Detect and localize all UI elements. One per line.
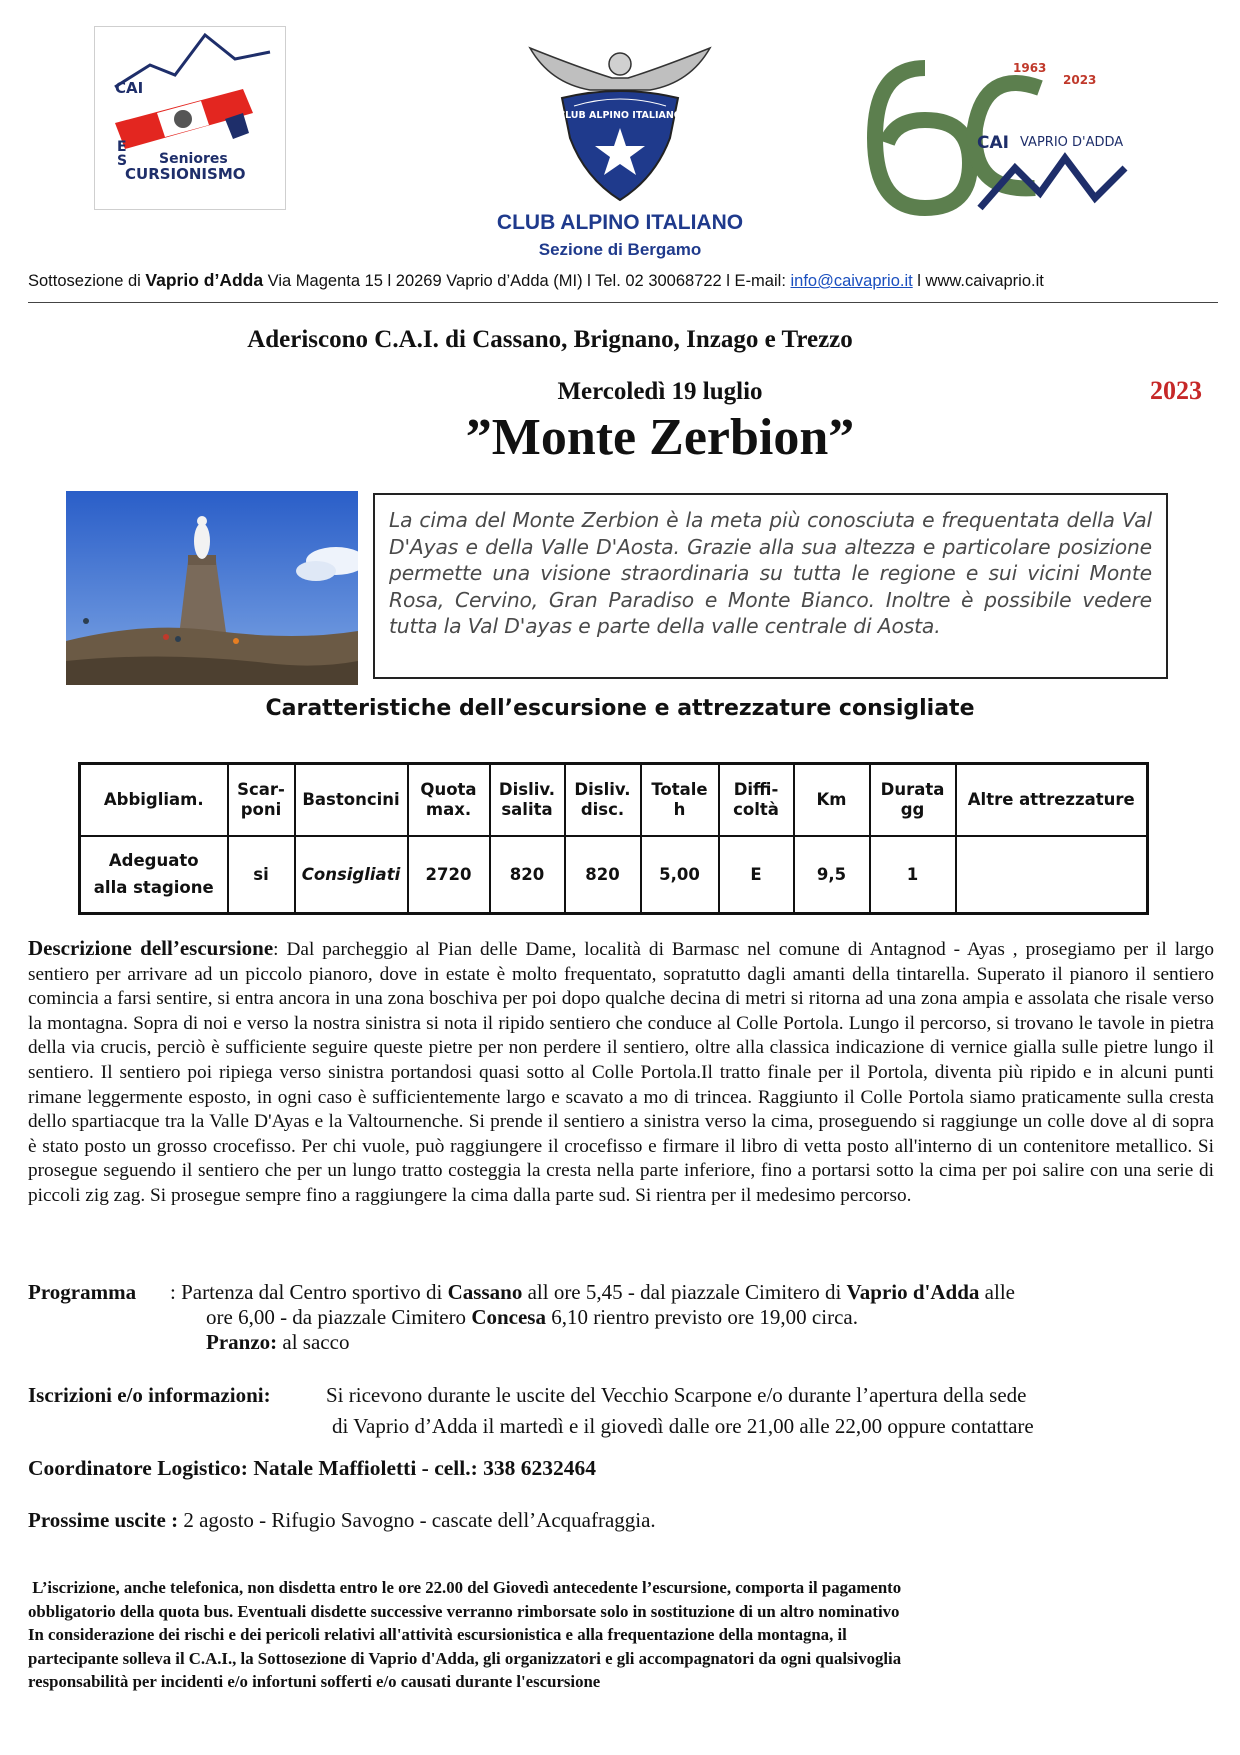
logo-left-cursionismo: CURSIONISMO xyxy=(125,165,246,183)
event-title: ”Monte Zerbion” xyxy=(465,409,855,466)
programma-body xyxy=(170,1280,1214,1355)
description-label: Descrizione dell’escursione xyxy=(28,936,274,960)
programma-cassano: Cassano xyxy=(447,1280,523,1304)
summit-photo xyxy=(66,491,358,685)
logo-right-year-start: 1963 xyxy=(1013,61,1047,75)
cai-eagle-emblem xyxy=(520,28,720,206)
participating-sections: Aderiscono C.A.I. di Cassano, Brignano, Inzago e Trezzo xyxy=(247,326,853,353)
logo-right-vaprio: VAPRIO D'ADDA xyxy=(1020,135,1124,150)
prossime-uscite-line xyxy=(28,1508,656,1533)
logo-left-e: E xyxy=(117,139,127,155)
col-header-bastoncini: Bastoncini xyxy=(295,764,408,836)
disclaimer-line: obbligatorio della quota bus. Eventuali disdette successive verranno rimborsate solo in sostituzione di un altro nominativo xyxy=(28,1601,900,1621)
table-header-row xyxy=(80,764,1148,836)
event-date: Mercoledì 19 luglio xyxy=(557,378,763,405)
section-heading: Caratteristiche dell’escursione e attrezzature consigliate xyxy=(265,696,975,721)
cell-altre-attrezzature xyxy=(956,836,1148,914)
excursion-specs-table xyxy=(78,762,1149,915)
col-header-durata: Durata gg xyxy=(870,764,956,836)
prossime-uscite-text: 2 agosto - Rifugio Savogno - cascate dell’Acquafraggia. xyxy=(178,1508,656,1532)
subsection-contact-line xyxy=(28,270,1218,291)
pranzo-label: Pranzo: xyxy=(206,1330,278,1354)
programma-line-3 xyxy=(170,1330,1214,1355)
logo-right-cai: CAI xyxy=(977,133,1009,153)
cell-difficolta: E xyxy=(719,836,794,914)
cell-dislivello-discesa: 820 xyxy=(565,836,641,914)
col-header-totale-ore: Totale h xyxy=(641,764,719,836)
subsection-name: Vaprio d’Adda xyxy=(145,270,264,290)
pranzo-text: al sacco xyxy=(277,1330,350,1354)
programma-text-1: Partenza dal Centro sportivo di xyxy=(181,1280,448,1304)
programma-text-3: alle xyxy=(979,1280,1015,1304)
col-header-abbigliamento: Abbigliam. xyxy=(80,764,228,836)
seniores-logo-graphic xyxy=(95,27,287,211)
website-text: l www.caivaprio.it xyxy=(912,272,1044,290)
club-name: CLUB ALPINO ITALIANO xyxy=(496,211,744,234)
cell-abbigliamento: Adeguato alla stagione xyxy=(80,836,228,914)
header-divider xyxy=(28,302,1218,303)
cai-seniores-escursionismo-logo xyxy=(94,26,286,210)
iscrizioni-line-2: di Vaprio d’Adda il martedì e il giovedì dalle ore 21,00 alle 22,00 oppure contattare xyxy=(332,1414,1034,1438)
cell-km: 9,5 xyxy=(794,836,870,914)
disclaimer-block xyxy=(28,1576,1208,1694)
event-year: 2023 xyxy=(1150,376,1202,405)
programma-line-1 xyxy=(170,1280,1214,1305)
cell-scarponi: si xyxy=(228,836,295,914)
col-header-dislivello-salita: Disliv. salita xyxy=(490,764,565,836)
cell-dislivello-salita: 820 xyxy=(490,836,565,914)
programma-vaprio: Vaprio d'Adda xyxy=(846,1280,980,1304)
logo-left-cai: CAI xyxy=(115,79,144,97)
cell-bastoncini: Consigliati xyxy=(295,836,408,914)
programma-text-5: 6,10 rientro previsto ore 19,00 circa. xyxy=(545,1305,858,1329)
cell-totale-ore: 5,00 xyxy=(641,836,719,914)
description-text: : Dal parcheggio al Pian delle Dame, località di Barmasc nel comune di Antagnod - Ayas , prosegiamo per il largo sentiero per arrivare ad un piccolo pianoro, dove in estate è molto frequentato, sopratutto dagli amanti della tintarella. Superato il pianoro il sentiero comincia a farsi sentire, si entra ancora in una zona boschiva per poi dopo qualche decina di metri si ritorna ad una zona ampia e assolata che risale verso la montagna. Sopra di noi e verso la nostra sinistra si nota il ripido sentiero che conduce al Colle Portola. Lungo il percorso, si trovano le tavole in pietra della via crucis, perciò è sufficiente seguire queste pietre per non perdere il sentiero, oltre alla classica indicazione di vernice gialla sulle pietre lungo il sentiero. Il sentiero poi ripiega verso sinistra portandosi quasi sotto al Colle Portola.Il tratto finale per il Portola, diventa più ripido e in alcuni punti rimane leggermente esposto, in ogni caso è sufficientemente largo e scavato a mo di trincea. Raggiunto il Colle Portola siamo praticamente sulla cresta dello spartiacque tra la Valle D'Ayas e la Valtournenche. Si prende il sentiero a sinistra verso la cima, proseguendo si raggiunge un colle dove al di sopra è stato posto un grosso crocefisso. Per chi vuole, può raggiungere il crocefisso e firmare il libro di vetta posto all'interno di un contenitore metallico. Si prosegue seguendo il sentiero che per un lungo tratto costeggia la cresta nella parte inferiore, fino a portarsi sotto la cima per poi salire con una serie di piccoli zig zag. Si prosegue sempre fino a raggiungere la cima dalla parte sud. Si rientra per il medesimo percorso. xyxy=(28,939,1214,1206)
logo-left-s: S xyxy=(117,153,128,169)
anniversary-logo-graphic xyxy=(865,58,1130,218)
disclaimer-line: partecipante solleva il C.A.I., la Sottosezione di Vaprio d'Adda, gli organizzatori e gli accompagnatori da ogni qualsivoglia xyxy=(28,1648,902,1668)
iscrizioni-body xyxy=(326,1380,1216,1442)
iscrizioni-line-1: Si ricevono durante le uscite del Vecchio Scarpone e/o durante l’apertura della sede xyxy=(326,1383,1027,1407)
col-header-altre-attrezzature: Altre attrezzature xyxy=(956,764,1148,836)
club-section: Sezione di Bergamo xyxy=(538,240,702,259)
logo-left-seniores: Seniores xyxy=(159,151,228,167)
programma-text-4: ore 6,00 - da piazzale Cimitero xyxy=(206,1305,472,1329)
table-row xyxy=(80,836,1148,914)
programma-line-2 xyxy=(170,1305,1214,1330)
emblem-ribbon-text: CLUB ALPINO ITALIANO xyxy=(558,110,682,121)
cell-quota: 2720 xyxy=(408,836,490,914)
col-header-difficolta: Diffi- coltà xyxy=(719,764,794,836)
disclaimer-line: In considerazione dei rischi e dei pericoli relativi all'attività escursionistica e alla frequentazione della montagna, il xyxy=(28,1625,847,1644)
programma-concesa: Concesa xyxy=(471,1305,546,1329)
coordinatore-line: Coordinatore Logistico: Natale Maffioletti - cell.: 338 6232464 xyxy=(28,1456,597,1480)
description-paragraph xyxy=(28,936,1214,1209)
programma-label: Programma xyxy=(28,1280,137,1304)
disclaimer-line: responsabilità per incidenti e/o infortuni sofferti e/o causati durante l'escursione xyxy=(28,1672,601,1691)
col-header-quota: Quota max. xyxy=(408,764,490,836)
subsection-prefix: Sottosezione di xyxy=(28,272,146,290)
intro-text: La cima del Monte Zerbion è la meta più conosciuta e frequentata della Val D'Ayas e della Valle D'Aosta. Grazie alla sua altezza e particolare posizione permette una visione straordinaria su tutta le regione e sui vicini Monte Rosa, Cervino, Gran Paradiso e Monte Bianco. Inoltre è possibile vedere tutta la Val D'ayas e parte della valle centrale di Aosta. xyxy=(389,508,1152,639)
eagle-shield-graphic xyxy=(520,28,720,206)
programma-text-2: all ore 5,45 - dal piazzale Cimitero di xyxy=(522,1280,847,1304)
summit-photo-graphic xyxy=(66,491,358,685)
cai-vaprio-60-anniversary-logo xyxy=(865,58,1130,218)
intro-box xyxy=(373,493,1168,679)
cell-durata: 1 xyxy=(870,836,956,914)
programma-colon: : xyxy=(170,1280,182,1304)
prossime-uscite-label: Prossime uscite : xyxy=(28,1508,179,1532)
email-link[interactable]: info@caivaprio.it xyxy=(790,272,913,290)
col-header-scarponi: Scar- poni xyxy=(228,764,295,836)
disclaimer-line: L’iscrizione, anche telefonica, non disdetta entro le ore 22.00 del Giovedì antecedente l’escursione, comporta il pagamento xyxy=(28,1578,902,1597)
iscrizioni-label: Iscrizioni e/o informazioni: xyxy=(28,1383,271,1407)
logo-right-year-end: 2023 xyxy=(1063,73,1097,87)
col-header-km: Km xyxy=(794,764,870,836)
subsection-address: Via Magenta 15 l 20269 Vaprio d’Adda (MI) l Tel. 02 30068722 l E-mail: xyxy=(263,272,791,290)
col-header-dislivello-discesa: Disliv. disc. xyxy=(565,764,641,836)
